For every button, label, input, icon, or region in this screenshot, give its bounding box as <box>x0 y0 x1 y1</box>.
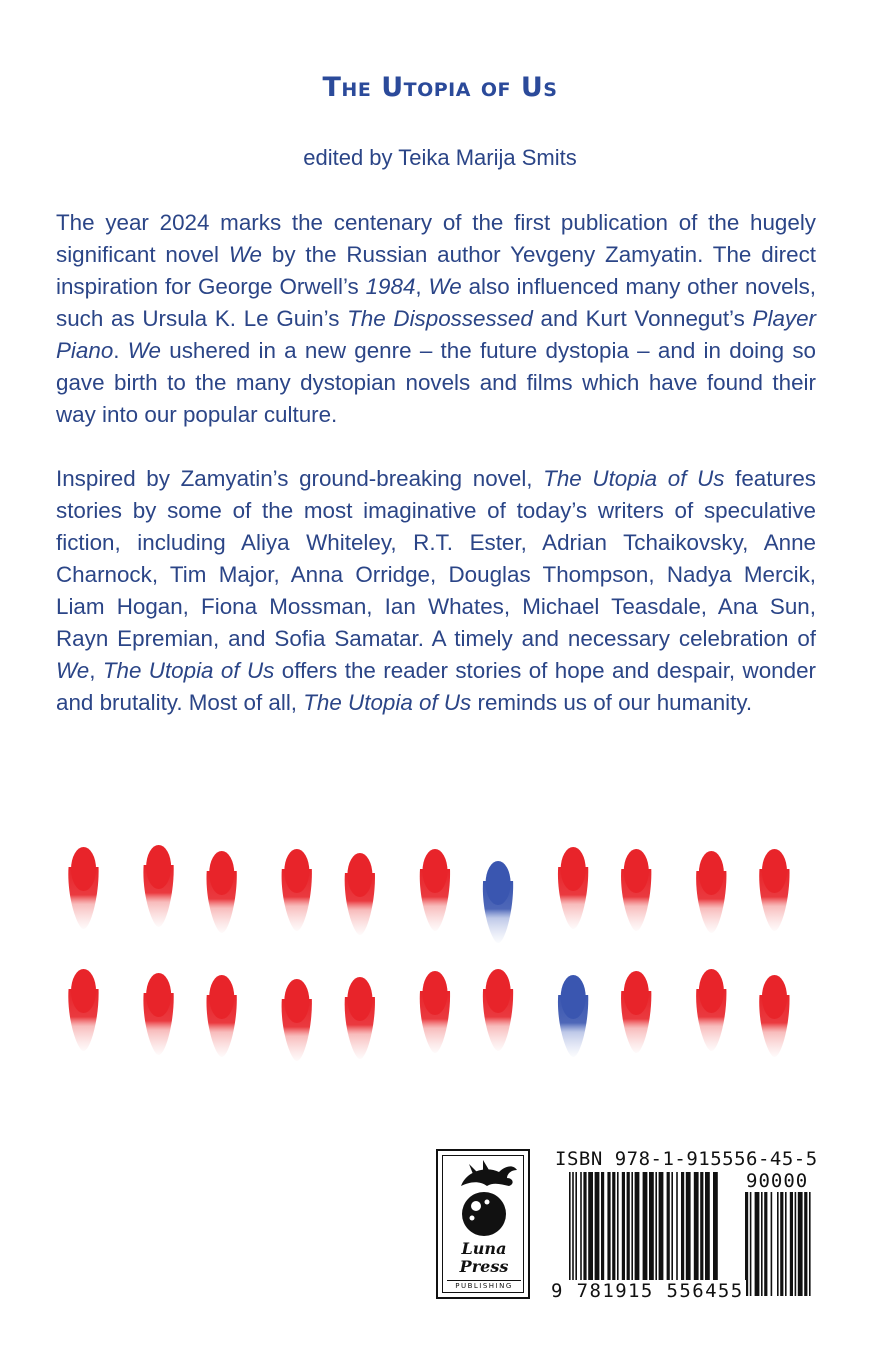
barcode-bar <box>713 1172 718 1280</box>
barcode-bar <box>595 1172 600 1280</box>
ink-drop-red <box>621 849 651 931</box>
ink-drop-red <box>143 973 173 1055</box>
barcode-bar <box>617 1172 619 1280</box>
ink-drop-red <box>282 979 312 1061</box>
blurb-text-run: and Kurt Vonnegut’s <box>532 306 753 331</box>
ink-drop-red <box>68 969 98 1051</box>
ink-drop-red <box>759 849 789 931</box>
barcode-bar <box>667 1172 670 1280</box>
barcode-addon-bar <box>750 1192 752 1296</box>
ink-drop-red <box>696 969 726 1051</box>
blurb-paragraph-1 <box>56 207 816 431</box>
blurb-text-run: Player Piano <box>56 306 816 363</box>
barcode-bar <box>700 1172 703 1280</box>
publisher-name-line2: Press <box>459 1257 509 1276</box>
barcode-bar <box>588 1172 593 1280</box>
barcode-bar <box>649 1172 654 1280</box>
editor-credit: edited by Teika Marija Smits <box>303 145 577 170</box>
barcode-bar <box>659 1172 664 1280</box>
blurb-text-run: by the Russian author Yevgeny Zamyatin. The direct inspiration for George Orwell’s <box>56 242 816 299</box>
barcode-addon-bar <box>804 1192 807 1296</box>
barcode-addon-bar <box>777 1192 779 1296</box>
isbn-label: ISBN 978-1-915556-45-5 <box>555 1148 818 1170</box>
blurb-text-run: offers the reader stories of hope and despair, wonder and brutality. Most of all, <box>56 658 816 715</box>
barcode-bar <box>622 1172 625 1280</box>
barcode-bar <box>580 1172 582 1280</box>
ink-drop-red <box>483 969 513 1051</box>
blurb-text-run: also influenced many other novels, such as Ursula K. Le Guin’s <box>56 274 816 331</box>
blurb-text-run: Inspired by Zamyatin’s ground-breaking novel, <box>56 466 544 491</box>
barcode-addon-bar <box>764 1192 767 1296</box>
blurb-text-run: . <box>113 338 128 363</box>
luna-press-logo <box>436 1149 530 1299</box>
barcode-addon-bar <box>755 1192 760 1296</box>
blurb-text-run: reminds us of our humanity. <box>471 690 753 715</box>
blurb-text-run: features stories by some of the most imaginative of today’s writers of speculative fiction, including Aliya Whiteley, R.T. Ester, Adrian Tchaikovsky, Anne Charnock, Tim Major, Anna Orridge, Douglas Thompson, Nadya Mercik, Liam Hogan, Fiona Mossman, Ian Whates, Michael Teasdale, Ana Sun, Rayn Epremian, and Sofia Samatar. A timely and necessary celebration of <box>56 466 816 651</box>
ink-drop-red <box>420 849 450 931</box>
ink-drop-blue <box>558 975 588 1057</box>
publisher-name-line1: Luna <box>461 1239 507 1258</box>
blurb-text-run: The Utopia of Us <box>102 658 275 683</box>
barcode-addon-bar <box>761 1192 763 1296</box>
blurb-text-run: We <box>127 338 161 363</box>
blurb-text-run: , <box>89 658 103 683</box>
price-code: 90000 <box>746 1170 809 1192</box>
barcode-guard <box>572 1172 574 1296</box>
barcode-bar <box>676 1172 678 1280</box>
blurb-text-run: The Dispossessed <box>347 306 533 331</box>
barcode-bar <box>705 1172 710 1280</box>
ink-drop-blue <box>483 861 513 943</box>
ink-drop-red <box>143 845 173 927</box>
barcode-addon-bar <box>771 1192 773 1296</box>
book-title: The Utopia of Us <box>322 72 558 103</box>
barcode-bar <box>681 1172 684 1280</box>
barcode-bar <box>575 1172 577 1280</box>
barcode-addon-bar <box>785 1192 787 1296</box>
barcode-bar <box>635 1172 640 1280</box>
barcode-bar <box>612 1172 615 1280</box>
barcode-bar <box>631 1172 633 1280</box>
blurb-text-run: We <box>56 658 90 683</box>
barcode-bar <box>627 1172 630 1280</box>
barcode-digits: 9 781915 556455 <box>551 1280 744 1302</box>
barcode-addon-bar <box>790 1192 793 1296</box>
barcode-bar <box>643 1172 648 1280</box>
blurb-text-run: The Utopia of Us <box>543 466 725 491</box>
barcode-addon-bar <box>798 1192 803 1296</box>
ink-drop-red <box>621 971 651 1053</box>
barcode-addon-bar <box>780 1192 783 1296</box>
blurb-text-run: The year 2024 marks the centenary of the first publication of the hugely significant novel <box>56 210 816 267</box>
ink-drop-red <box>696 851 726 933</box>
ink-drop-red <box>206 851 236 933</box>
ink-drop-red <box>759 975 789 1057</box>
blurb-text-run: , <box>415 274 429 299</box>
ink-drop-red <box>68 847 98 929</box>
blurb-text-run: 1984 <box>365 274 416 299</box>
ink-drop-red <box>282 849 312 931</box>
barcode-guard <box>569 1172 571 1296</box>
barcode-bar <box>655 1172 657 1280</box>
publisher-tagline: PUBLISHING <box>447 1280 521 1290</box>
barcode-addon-bar <box>795 1192 797 1296</box>
ink-drop-red <box>206 975 236 1057</box>
blurb-paragraph-2 <box>56 463 816 719</box>
blurb-text-run: We <box>428 274 462 299</box>
barcode-bar <box>686 1172 691 1280</box>
ink-drop-red <box>558 847 588 929</box>
barcode-bar <box>601 1172 604 1280</box>
barcode-bar <box>671 1172 673 1280</box>
blurb-text-run: We <box>228 242 263 267</box>
barcode-bar <box>583 1172 586 1280</box>
ink-drop-red <box>420 971 450 1053</box>
barcode-bar <box>607 1172 610 1280</box>
ink-drop-red <box>345 853 375 935</box>
ink-drop-red <box>345 977 375 1059</box>
barcode-bar <box>694 1172 699 1280</box>
blurb-text-run: ushered in a new genre – the future dystopia – and in doing so gave birth to the many dystopian novels and films which have found their way into our popular culture. <box>56 338 816 427</box>
ink-drops-illustration <box>60 835 820 1075</box>
barcode-addon-bar <box>809 1192 811 1296</box>
blurb-text-run: The Utopia of Us <box>303 690 472 715</box>
